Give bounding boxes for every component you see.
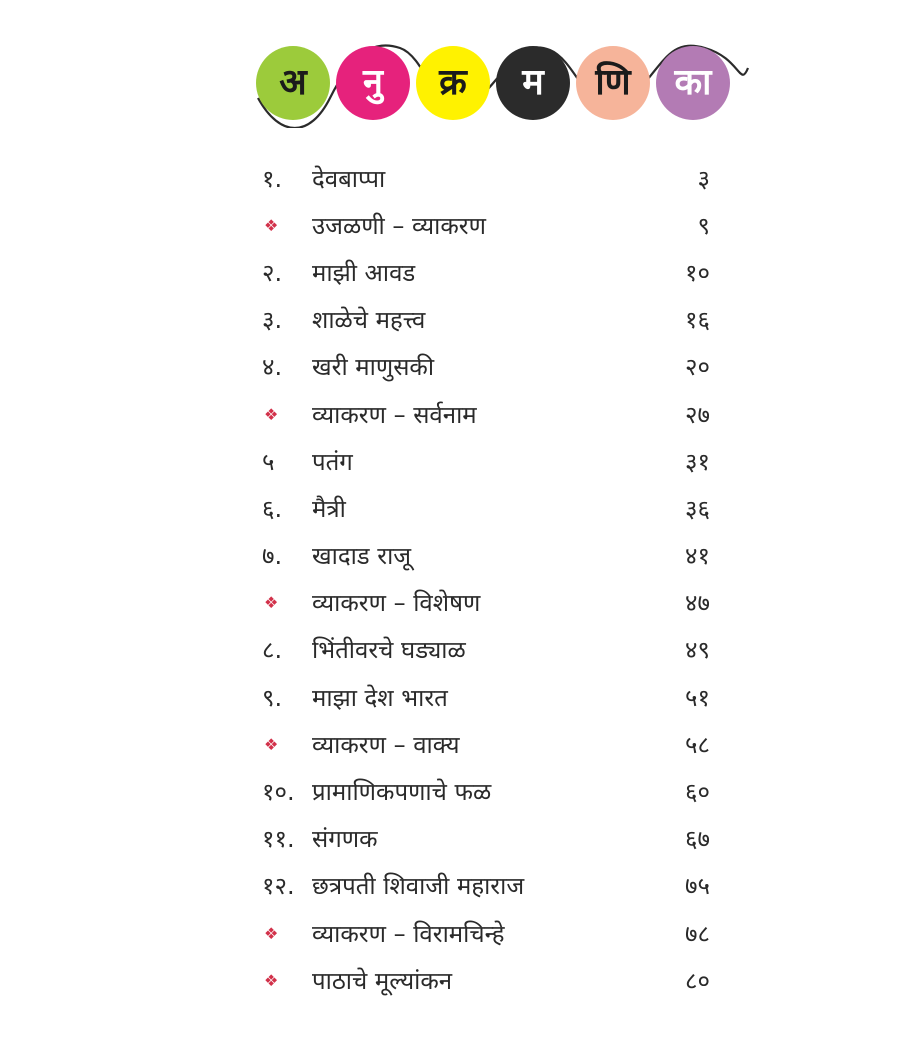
toc-row[interactable]: [262, 863, 722, 910]
heading-letter-ni: णि: [576, 46, 650, 120]
toc-number: १२.: [262, 872, 295, 901]
toc-number: ११.: [262, 825, 295, 854]
toc-number: ५: [262, 447, 275, 476]
toc-title: व्याकरण – सर्वनाम: [312, 400, 477, 429]
toc-title: व्याकरण – वाक्य: [312, 730, 460, 759]
toc-page-number: ४९: [685, 636, 710, 665]
toc-row[interactable]: [262, 627, 722, 674]
toc-number: ६.: [262, 494, 283, 523]
toc-number: १.: [262, 164, 283, 193]
toc-number: १०.: [262, 778, 295, 807]
heading-letter-a: अ: [256, 46, 330, 120]
heading-letter-ma: म: [496, 46, 570, 120]
toc-row[interactable]: [262, 155, 722, 202]
toc-row[interactable]: [262, 721, 722, 768]
toc-title: व्याकरण – विशेषण: [312, 589, 481, 618]
toc-title: माझी आवड: [312, 258, 416, 287]
toc-page-number: ५८: [685, 730, 710, 759]
toc-row[interactable]: [262, 580, 722, 627]
toc-page-number: ३: [697, 164, 710, 193]
toc-title: भिंतीवरचे घड्याळ: [312, 636, 466, 665]
toc-page-number: २७: [685, 400, 710, 429]
toc-number: ४.: [262, 353, 283, 382]
toc-title: माझा देश भारत: [312, 683, 448, 712]
toc-row[interactable]: [262, 249, 722, 296]
toc-title: पतंग: [312, 447, 353, 476]
toc-row[interactable]: [262, 768, 722, 815]
toc-title: देवबाप्पा: [312, 164, 386, 193]
toc-page-number: ६०: [685, 778, 710, 807]
toc-list: [262, 155, 722, 1004]
diamond-bullet-icon: ❖: [264, 593, 279, 613]
toc-row[interactable]: [262, 344, 722, 391]
toc-row[interactable]: [262, 202, 722, 249]
toc-row[interactable]: [262, 674, 722, 721]
toc-title: शाळेचे महत्त्व: [312, 306, 426, 335]
heading-letter-kra: क्र: [416, 46, 490, 120]
toc-row[interactable]: [262, 910, 722, 957]
toc-page-number: १६: [685, 306, 710, 335]
toc-title: खादाड राजू: [312, 542, 412, 571]
diamond-bullet-icon: ❖: [264, 923, 279, 943]
toc-row[interactable]: [262, 816, 722, 863]
toc-number: ८.: [262, 636, 283, 665]
toc-title: मैत्री: [312, 494, 346, 523]
diamond-bullet-icon: ❖: [264, 970, 279, 990]
toc-page-number: ९: [697, 211, 710, 240]
toc-page-number: ६७: [685, 825, 710, 854]
toc-page-number: ४१: [685, 542, 710, 571]
toc-page-number: २०: [685, 353, 710, 382]
toc-page-number: ५१: [685, 683, 710, 712]
toc-number: ३.: [262, 306, 283, 335]
toc-number: २.: [262, 258, 283, 287]
toc-page-number: १०: [685, 258, 710, 287]
toc-page-number: ३१: [685, 447, 710, 476]
toc-row[interactable]: [262, 485, 722, 532]
toc-title: संगणक: [312, 825, 378, 854]
toc-number: ७.: [262, 542, 283, 571]
toc-row[interactable]: [262, 533, 722, 580]
diamond-bullet-icon: ❖: [264, 215, 279, 235]
toc-title: उजळणी – व्याकरण: [312, 211, 486, 240]
toc-row[interactable]: [262, 438, 722, 485]
toc-title: छत्रपती शिवाजी महाराज: [312, 872, 525, 901]
toc-row[interactable]: [262, 391, 722, 438]
toc-page-number: ४७: [685, 589, 710, 618]
toc-row[interactable]: [262, 297, 722, 344]
toc-title: प्रामाणिकपणाचे फळ: [312, 778, 492, 807]
diamond-bullet-icon: ❖: [264, 734, 279, 754]
toc-number: ९.: [262, 683, 283, 712]
toc-row[interactable]: [262, 957, 722, 1004]
diamond-bullet-icon: ❖: [264, 404, 279, 424]
toc-page-number: ७५: [685, 872, 710, 901]
toc-page-number: ७८: [685, 919, 710, 948]
toc-title: पाठाचे मूल्यांकन: [312, 966, 453, 995]
heading-letter-ka: का: [656, 46, 730, 120]
toc-page-number: ३६: [685, 494, 710, 523]
toc-title: व्याकरण – विरामचिन्हे: [312, 919, 505, 948]
toc-heading: [250, 28, 750, 128]
toc-title: खरी माणुसकी: [312, 353, 435, 382]
toc-page-number: ८०: [685, 966, 710, 995]
heading-letter-nu: नु: [336, 46, 410, 120]
